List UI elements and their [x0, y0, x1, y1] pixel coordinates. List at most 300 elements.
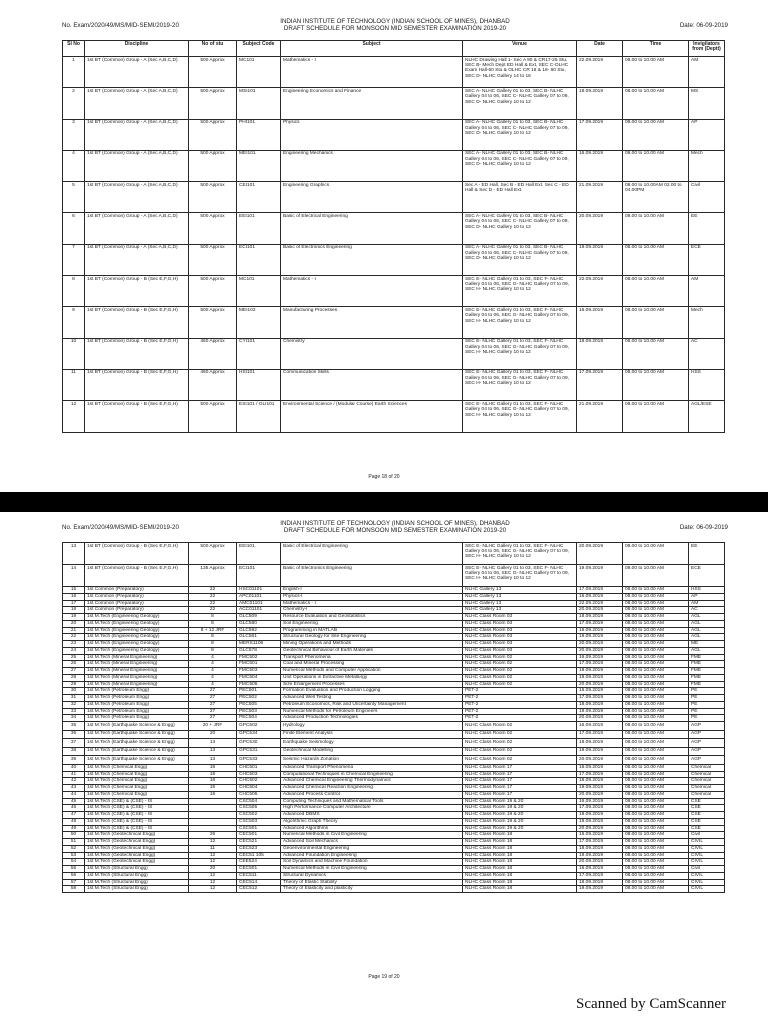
table-row: [63, 708, 725, 715]
exam-time: 08.00 to 10.00 AM: [623, 771, 689, 778]
invigilator-dept: FME: [689, 661, 725, 668]
exam-date: 18.09.2019: [577, 701, 623, 708]
venue: NLHC Class Room 18: [463, 845, 577, 852]
discipline: 1st Common (Preparatory): [85, 593, 189, 600]
serial-number: 55: [63, 866, 85, 873]
invigilator-dept: CIVIL: [689, 852, 725, 859]
venue: NLHC Class Room 17: [463, 771, 577, 778]
venue: SEC A- NLHC Gallery 01 to 03, SEC B- NLHC Gallery 04 to 06, SEC C- NLHC Gallery 07 to 09, SEC D- NLHC Gallery 10 to 12: [463, 88, 577, 119]
exam-date: 17.09.2019: [577, 661, 623, 668]
subject-name: Chemistry-I: [281, 607, 463, 614]
invigilator-dept: AM: [689, 57, 725, 88]
subject-code: CHC504: [237, 785, 281, 792]
exam-date: 20.09.2019: [577, 607, 623, 614]
table-row: [63, 825, 725, 832]
table-row: [63, 614, 725, 621]
subject-code: ECI101: [237, 244, 281, 275]
discipline: 1st M.Tech (Geotechnical Engg): [85, 832, 189, 839]
student-count: 8: [189, 641, 237, 648]
exam-time: 08.00 to 10.00 AM: [623, 688, 689, 695]
serial-number: 33: [63, 708, 85, 715]
subject-name: Chemistry: [281, 338, 463, 369]
discipline: 1st BT (Common) Group - B (Sec E,F,G,H): [85, 369, 189, 400]
invigilator-dept: Civil: [689, 866, 725, 873]
exam-time: 08.00 to 10.00 AM: [623, 805, 689, 812]
venue: NLHC Class Room 02: [463, 722, 577, 731]
exam-date: 22.09.2019: [577, 276, 623, 307]
invigilator-dept: CSE: [689, 805, 725, 812]
subject-name: Hydrology: [281, 722, 463, 731]
exam-date: 20.09.2019: [577, 681, 623, 688]
exam-time: 08.00 to 10.00 AM: [623, 832, 689, 839]
exam-time: 08.00 to 10.00 AM: [623, 661, 689, 668]
subject-code: CEC511: [237, 872, 281, 879]
venue: NLHC Gallery 13: [463, 593, 577, 600]
exam-date: 20.09.2019: [577, 213, 623, 244]
exam-time: 08.00 to 10.00 AM: [623, 150, 689, 181]
exam-time: 08.00 to 10.00 AM: [623, 739, 689, 748]
student-count: 13: [189, 747, 237, 756]
venue: NLHC Class Room 02: [463, 730, 577, 739]
table-row: [63, 701, 725, 708]
student-count: 16: [189, 764, 237, 771]
table-row: [63, 818, 725, 825]
serial-number: 32: [63, 701, 85, 708]
venue: SEC E- NLHC Gallery 01 to 03, SEC F- NLHC Gallery 04 to 06, SEC G- NLHC Gallery 07 to 09, SEC H- NLHC Gallery 10 to 12: [463, 307, 577, 338]
discipline: 1st M.Tech (Petroleum Engg): [85, 695, 189, 702]
exam-date: 18.09.2019: [577, 88, 623, 119]
subject-name: Basic of Electrical Engineering: [281, 543, 463, 565]
student-count: 27: [189, 701, 237, 708]
venue: NLHC Class Room 02: [463, 747, 577, 756]
exam-time: 08.00 to 10.00 AM: [623, 839, 689, 846]
exam-date: 20.09.2019: [577, 859, 623, 866]
invigilator-dept: AGP: [689, 739, 725, 748]
subject-name: Numerical Methods in Civil Engineering: [281, 832, 463, 839]
invigilator-dept: AGP: [689, 722, 725, 731]
exam-date: 19.09.2019: [577, 708, 623, 715]
table-row: [63, 641, 725, 648]
subject-name: Engineering Mechanics: [281, 150, 463, 181]
subject-name: Advanced Production Technologies: [281, 715, 463, 722]
student-count: 500 Approx: [189, 401, 237, 432]
exam-time: 08.00 to 10.00 AM: [623, 886, 689, 893]
subject-name: Geoenvironmental Engineering: [281, 845, 463, 852]
discipline: 1st M.Tech (Structural Engg): [85, 872, 189, 879]
exam-date: 17.09.2019: [577, 620, 623, 627]
table-row: [63, 866, 725, 873]
subject-code: GPC531: [237, 747, 281, 756]
exam-time: 08.00 to 10.00 AM: [623, 791, 689, 798]
exam-time: 08.00 to 10.00 AM: [623, 600, 689, 607]
serial-number: 48: [63, 818, 85, 825]
subject-code: CEC501: [237, 866, 281, 873]
column-header: Venue: [463, 41, 577, 57]
student-count: 12: [189, 886, 237, 893]
invigilator-dept: Mech: [689, 307, 725, 338]
reference-number: No. Exam/2020/49/MS/MID-SEMI/2019-20: [62, 22, 179, 29]
exam-date: 18.09.2019: [577, 845, 623, 852]
venue: NLHC Gallery 13: [463, 600, 577, 607]
exam-date: 17.09.2019: [577, 587, 623, 594]
exam-date: 19.09.2019: [577, 785, 623, 792]
student-count: 12: [189, 859, 237, 866]
student-count: 4: [189, 668, 237, 675]
venue: NLHC Class Room 02: [463, 654, 577, 661]
exam-date: 17.09.2019: [577, 805, 623, 812]
exam-time: 08.00 to 10.00 AM: [623, 654, 689, 661]
invigilator-dept: Civil: [689, 182, 725, 213]
venue: NLHC Class Room 02: [463, 756, 577, 765]
exam-date: 16.09.2019: [577, 627, 623, 634]
discipline: 1st M.Tech (Petroleum Engg): [85, 701, 189, 708]
discipline: 1st M.Tech (Engineering Geology): [85, 634, 189, 641]
table-header-row: [63, 41, 725, 57]
table-row: [63, 785, 725, 792]
subject-code: MEI102: [237, 307, 281, 338]
exam-date: 17.09.2019: [577, 730, 623, 739]
invigilator-dept: Chemical: [689, 785, 725, 792]
table-row: [63, 739, 725, 748]
serial-number: 45: [63, 798, 85, 805]
invigilator-dept: ECE: [689, 565, 725, 587]
subject-name: Computational Techniques in Chemical Engineering: [281, 771, 463, 778]
invigilator-dept: PE: [689, 701, 725, 708]
subject-code: CEC51 105: [237, 852, 281, 859]
discipline: 1st BT (Common) Group - A (Sec A,B,C,D): [85, 150, 189, 181]
student-count: 135 Approx: [189, 565, 237, 587]
exam-time: 08.00 to 10.00 AM: [623, 620, 689, 627]
serial-number: 21: [63, 627, 85, 634]
subject-code: MC101: [237, 57, 281, 88]
student-count: 500 Approx: [189, 119, 237, 150]
student-count: 27: [189, 715, 237, 722]
subject-name: Formation Evaluation and Production Logging: [281, 688, 463, 695]
venue: NLHC Class Room 18: [463, 886, 577, 893]
table-row: [63, 805, 725, 812]
subject-code: FMC503: [237, 668, 281, 675]
table-row: [63, 620, 725, 627]
subject-name: Advanced Algorithms: [281, 825, 463, 832]
exam-date: 20.09.2019: [577, 791, 623, 798]
discipline: 1st BT (Common) Group - B (Sec E,F,G,H): [85, 276, 189, 307]
invigilator-dept: AP: [689, 593, 725, 600]
table-row: [63, 674, 725, 681]
exam-date: 19.09.2019: [577, 565, 623, 587]
discipline: 1st BT (Common) Group - A (Sec A,B,C,D): [85, 119, 189, 150]
invigilator-dept: AC: [689, 338, 725, 369]
discipline: 1st M.Tech (Engineering Geology): [85, 620, 189, 627]
subject-code: ACC01101: [237, 607, 281, 614]
serial-number: 13: [63, 543, 85, 565]
discipline: 1st M.Tech (Petroleum Engg): [85, 688, 189, 695]
venue: NLHC Class Room 02: [463, 668, 577, 675]
invigilator-dept: Chemical: [689, 778, 725, 785]
table-row: [63, 695, 725, 702]
venue: NLHC Class Room 18: [463, 879, 577, 886]
exam-date: 17.09.2019: [577, 369, 623, 400]
invigilator-dept: AGP: [689, 756, 725, 765]
venue: NLHC Class Room 18: [463, 872, 577, 879]
discipline: 1st BT (Common) Group - B (Sec E,F,G,H): [85, 307, 189, 338]
discipline: 1st M.Tech (Earthquake Science & Engg): [85, 730, 189, 739]
subject-name: Programming in MATLAB: [281, 627, 463, 634]
subject-code: FMC505: [237, 681, 281, 688]
student-count: 4: [189, 681, 237, 688]
serial-number: 15: [63, 587, 85, 594]
venue: NLHC Class Room 18: [463, 859, 577, 866]
venue: Sec A - ED Hall, Sec B - ED Hall Ext. Sec C - ED Hall & Sec D - ED Hall Ext.: [463, 182, 577, 213]
exam-time: 08.00 to 10.00 AM: [623, 244, 689, 275]
invigilator-dept: FME: [689, 668, 725, 675]
venue: NLHC Class Room 17: [463, 764, 577, 771]
subject-name: Mathematics - I: [281, 600, 463, 607]
exam-date: 16.09.2019: [577, 654, 623, 661]
table-row: [63, 600, 725, 607]
document-title: DRAFT SCHEDULE FOR MONSOON MID SEMESTER EXAMINATION 2019-20: [283, 25, 507, 32]
student-count: 12: [189, 852, 237, 859]
invigilator-dept: AGP: [689, 747, 725, 756]
invigilator-dept: FME: [689, 674, 725, 681]
subject-code: GLC580: [237, 620, 281, 627]
venue: PET-2: [463, 715, 577, 722]
subject-code: CSC501: [237, 825, 281, 832]
student-count: 13: [189, 739, 237, 748]
subject-code: PEC503: [237, 708, 281, 715]
exam-time: 08.00 to 10.00 AM: [623, 859, 689, 866]
exam-date: 16.09.2019: [577, 593, 623, 600]
exam-date: 16.09.2019: [577, 798, 623, 805]
subject-name: High Performance Computer Architecture: [281, 805, 463, 812]
table-row: [63, 654, 725, 661]
subject-name: Finite Element Analysis: [281, 730, 463, 739]
table-row: [63, 307, 725, 338]
exam-time: 08.00 to 10.00 AM: [623, 730, 689, 739]
student-count: 27: [189, 688, 237, 695]
serial-number: 28: [63, 674, 85, 681]
table-row: [63, 543, 725, 565]
invigilator-dept: AGP: [689, 730, 725, 739]
exam-date: 21.09.2019: [577, 401, 623, 432]
discipline: 1st M.Tech (Mineral Engineering): [85, 661, 189, 668]
subject-code: APC01101: [237, 593, 281, 600]
venue: NLHC Gallery 13: [463, 587, 577, 594]
subject-code: GLC578: [237, 647, 281, 654]
venue: PET-2: [463, 708, 577, 715]
subject-code: CSC503: [237, 818, 281, 825]
student-count: 12: [189, 879, 237, 886]
venue: NLHC Class Room 03: [463, 641, 577, 648]
exam-date: 18.09.2019: [577, 338, 623, 369]
venue: NLHC Class Room 18: [463, 852, 577, 859]
discipline: 1st M.Tech (Chemical Engg): [85, 778, 189, 785]
invigilator-dept: PE: [689, 715, 725, 722]
exam-time: 08.00 to 10.00 AM: [623, 812, 689, 819]
venue: NLHC Class Room 19 & 20: [463, 805, 577, 812]
exam-date: 20.09.2019: [577, 825, 623, 832]
invigilator-dept: FME: [689, 681, 725, 688]
discipline: 1st M.Tech (CSE) & (CSE) - IS: [85, 812, 189, 819]
discipline: 1st M.Tech (Geotechnical Engg): [85, 839, 189, 846]
subject-code: CHC503: [237, 771, 281, 778]
venue: NLHC Class Room 02: [463, 674, 577, 681]
table-row: [63, 369, 725, 400]
exam-time: 08.00 to 10.00 AM: [623, 587, 689, 594]
table-row: [63, 565, 725, 587]
exam-time: 08.00 to 10.00 AM: [623, 674, 689, 681]
table-row: [63, 730, 725, 739]
subject-code: CEC501: [237, 832, 281, 839]
serial-number: 18: [63, 607, 85, 614]
exam-time: 08.00 to 10.00 AM: [623, 695, 689, 702]
table-row: [63, 778, 725, 785]
student-count: 27: [189, 695, 237, 702]
exam-date: 17.09.2019: [577, 839, 623, 846]
subject-name: Numerical Methods and Computer Application: [281, 668, 463, 675]
subject-name: Size Enlargement Processes: [281, 681, 463, 688]
exam-date: 19.09.2019: [577, 634, 623, 641]
subject-code: PEC505: [237, 701, 281, 708]
venue: PET-2: [463, 701, 577, 708]
subject-name: Mathematics - I: [281, 57, 463, 88]
invigilator-dept: Chemical: [689, 771, 725, 778]
exam-time: 08.00 to 10.00 AM: [623, 798, 689, 805]
table-row: [63, 593, 725, 600]
subject-name: Computing Techniques and Mathematical Tools: [281, 798, 463, 805]
student-count: 22: [189, 593, 237, 600]
venue: NLHC Class Room 18: [463, 839, 577, 846]
subject-name: Geotechnical Modelling: [281, 747, 463, 756]
exam-date: 18.09.2019: [577, 739, 623, 748]
subject-code: MEI101: [237, 150, 281, 181]
subject-name: Advanced Chemical Reaction Engineering: [281, 785, 463, 792]
exam-time: 08.00 to 10.00 AM: [623, 785, 689, 792]
table-row: [63, 244, 725, 275]
serial-number: 36: [63, 730, 85, 739]
invigilator-dept: HSS: [689, 369, 725, 400]
subject-code: CEI101: [237, 182, 281, 213]
subject-code: GLC592: [237, 627, 281, 634]
table-row: [63, 812, 725, 819]
exam-time: 08.00 to 10.00 AM: [623, 401, 689, 432]
subject-code: PEC504: [237, 715, 281, 722]
exam-time: 08.00 to 10.00 AM: [623, 593, 689, 600]
exam-date: 16.09.2019: [577, 688, 623, 695]
discipline: 1st M.Tech (Structural Engg): [85, 866, 189, 873]
student-count: [189, 812, 237, 819]
invigilator-dept: CIVIL: [689, 879, 725, 886]
discipline: 1st M.Tech (Earthquake Science & Engg): [85, 739, 189, 748]
serial-number: 24: [63, 647, 85, 654]
discipline: 1st BT (Common) Group - B (Sec E,F,G,H): [85, 565, 189, 587]
venue: NLHC Class Room 19 & 20: [463, 818, 577, 825]
venue: PET-2: [463, 695, 577, 702]
column-header: Subject Code: [237, 41, 281, 57]
student-count: 12: [189, 872, 237, 879]
discipline: 1st M.Tech (Engineering Geology): [85, 641, 189, 648]
venue: NLHC Class Room 19 & 20: [463, 825, 577, 832]
subject-name: Advanced Process Control: [281, 791, 463, 798]
exam-time: 08.00 to 10.00AM 02.00 to 04.00PM: [623, 182, 689, 213]
exam-date: 20.09.2019: [577, 715, 623, 722]
venue: NLHC Class Room 17: [463, 791, 577, 798]
invigilator-dept: MS: [689, 88, 725, 119]
subject-name: Theory of Elasticity and plasticity: [281, 886, 463, 893]
subject-code: GPC534: [237, 730, 281, 739]
serial-number: 2: [63, 88, 85, 119]
subject-code: CHC501: [237, 764, 281, 771]
subject-code: GLC509: [237, 614, 281, 621]
student-count: 8: [189, 634, 237, 641]
serial-number: 54: [63, 859, 85, 866]
subject-code: ECI101: [237, 565, 281, 587]
discipline: 1st BT (Common) Group - B (Sec E,F,G,H): [85, 338, 189, 369]
exam-date: 18.09.2019: [577, 614, 623, 621]
table-row: [63, 647, 725, 654]
discipline: 1st M.Tech (Petroleum Engg): [85, 715, 189, 722]
student-count: 4: [189, 661, 237, 668]
invigilator-dept: CSE: [689, 812, 725, 819]
invigilator-dept: AGL/ESE: [689, 401, 725, 432]
subject-name: Advanced Transport Phenomena: [281, 764, 463, 771]
exam-date: 19.09.2019: [577, 818, 623, 825]
serial-number: 19: [63, 614, 85, 621]
subject-name: Earthquake Seismology: [281, 739, 463, 748]
serial-number: 29: [63, 681, 85, 688]
column-header: Time: [623, 41, 689, 57]
subject-code: CEC523: [237, 845, 281, 852]
exam-date: 16.09.2019: [577, 764, 623, 771]
column-header: No of stu: [189, 41, 237, 57]
serial-number: 50: [63, 832, 85, 839]
table-row: [63, 756, 725, 765]
venue: NLHC Class Room 18: [463, 832, 577, 839]
student-count: 16: [189, 791, 237, 798]
student-count: 12: [189, 839, 237, 846]
table-row: [63, 668, 725, 675]
discipline: 1st BT (Common) Group - B (Sec E,F,G,H): [85, 543, 189, 565]
discipline: 1st M.Tech (Earthquake Science & Engg): [85, 756, 189, 765]
issue-date: Date: 06-09-2019: [679, 22, 728, 29]
serial-number: 14: [63, 565, 85, 587]
venue: PET-2: [463, 688, 577, 695]
subject-code: CEE524: [237, 859, 281, 866]
serial-number: 34: [63, 715, 85, 722]
subject-code: CEC512: [237, 886, 281, 893]
serial-number: 40: [63, 764, 85, 771]
table-row: [63, 607, 725, 614]
invigilator-dept: CIVIL: [689, 839, 725, 846]
invigilator-dept: AGL: [689, 647, 725, 654]
subject-code: GPC530: [237, 739, 281, 748]
student-count: 500 Approx: [189, 276, 237, 307]
exam-time: 08.00 to 10.00 AM: [623, 825, 689, 832]
venue: NLHC Class Room 03: [463, 647, 577, 654]
subject-code: PEC501: [237, 688, 281, 695]
exam-time: 08.00 to 10.00 AM: [623, 565, 689, 587]
exam-date: 22.09.2019: [577, 57, 623, 88]
exam-date: 17.09.2019: [577, 695, 623, 702]
venue: NLHC Class Room 17: [463, 778, 577, 785]
exam-time: 08.00 to 10.00 AM: [623, 756, 689, 765]
subject-code: FMC501: [237, 661, 281, 668]
subject-code: AMC01101: [237, 600, 281, 607]
exam-time: 08.00 to 10.00 AM: [623, 845, 689, 852]
subject-name: Basic of Electronics Engineering: [281, 244, 463, 275]
table-row: [63, 715, 725, 722]
subject-name: Advanced Foundation Engineering: [281, 852, 463, 859]
column-header: Discipline: [85, 41, 189, 57]
